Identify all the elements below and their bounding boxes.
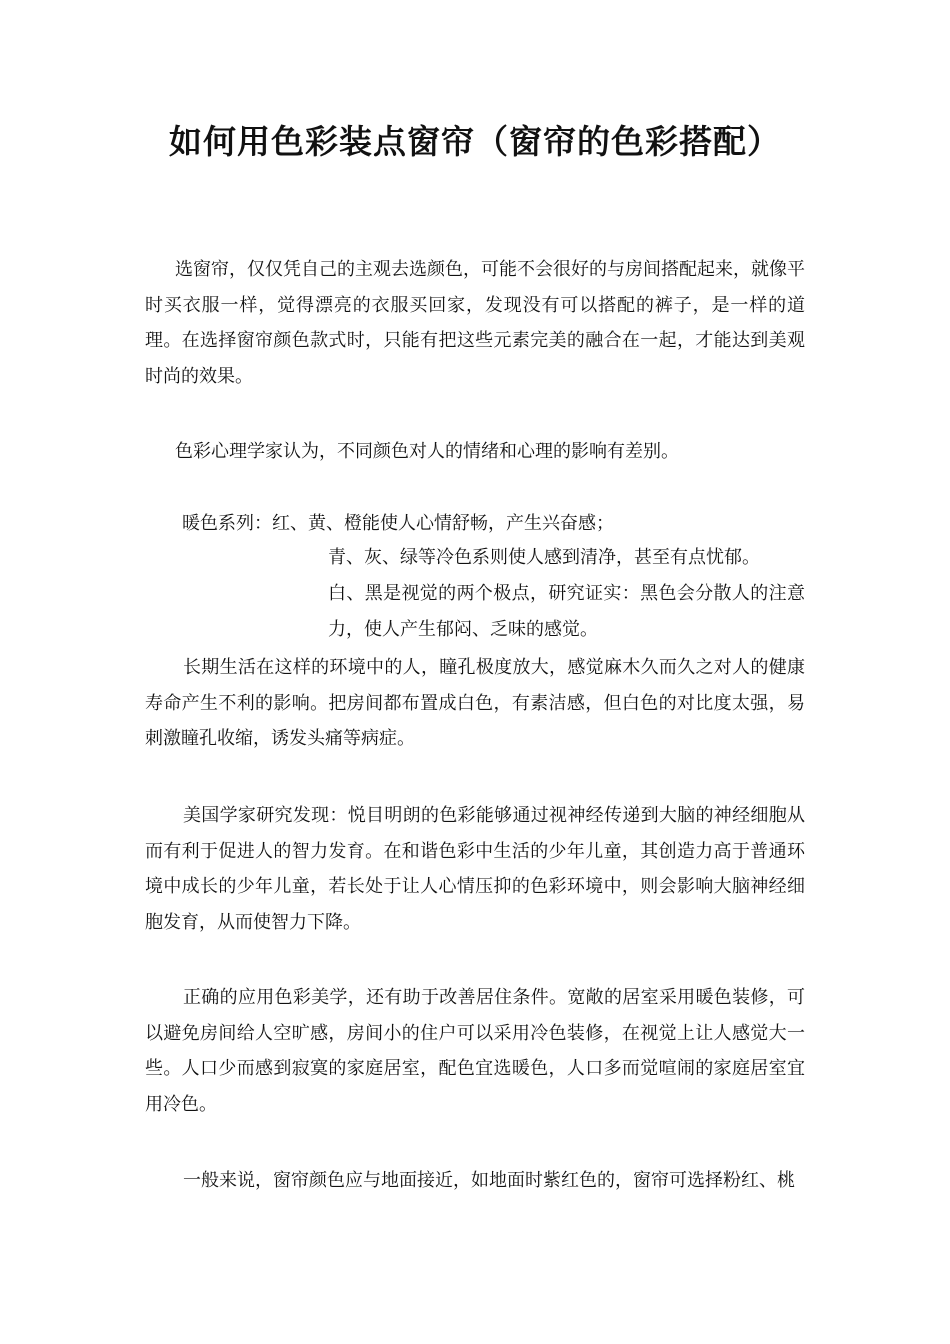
document-title: 如何用色彩装点窗帘（窗帘的色彩搭配） [169,122,781,161]
paragraph-cool-colors: 青、灰、绿等冷色系则使人感到清净，甚至有点忧郁。 [328,547,760,568]
paragraph-color-psychology: 色彩心理学家认为，不同颜色对人的情绪和心理的影响有差别。 [175,441,679,462]
paragraph-floor-matching: 一般来说，窗帘颜色应与地面接近，如地面时紫红色的，窗帘可选择粉红、桃 [183,1170,795,1191]
paragraph-black-white: 白、黑是视觉的两个极点，研究证实：黑色会分散人的注意力，使人产生郁闷、乏味的感觉。 [328,583,805,640]
paragraph-us-research: 美国学家研究发现：悦目明朗的色彩能够通过视神经传递到大脑的神经细胞从而有利于促进人的智力发育。在和谐色彩中生活的少年儿童，其创造力高于普通环境中成长的少年儿童，若长处于让人心情压抑的色彩环境中，则会影响大脑神经细胞发育，从而使智力下降。 [145,805,805,933]
paragraph-choosing-curtains: 选窗帘，仅仅凭自己的主观去选颜色，可能不会很好的与房间搭配起来，就像平时买衣服一样，觉得漂亮的衣服买回家，发现没有可以搭配的裤子，是一样的道理。在选择窗帘颜色款式时，只能有把这些元素完美的融合在一起，才能达到美观时尚的效果。 [145,259,805,387]
paragraph-warm-colors: 暖色系列：红、黄、橙能使人心情舒畅，产生兴奋感； [182,513,614,534]
paragraph-color-aesthetics: 正确的应用色彩美学，还有助于改善居住条件。宽敞的居室采用暖色装修，可以避免房间给人空旷感，房间小的住户可以采用冷色装修，在视觉上让人感觉大一些。人口少而感到寂寞的家庭居室，配色宜选暖色，人口多而觉喧闹的家庭居室宜用冷色。 [145,987,805,1115]
paragraph-long-term-effects: 长期生活在这样的环境中的人，瞳孔极度放大，感觉麻木久而久之对人的健康寿命产生不利的影响。把房间都布置成白色，有素洁感，但白色的对比度太强，易刺激瞳孔收缩，诱发头痛等病症。 [145,657,805,749]
